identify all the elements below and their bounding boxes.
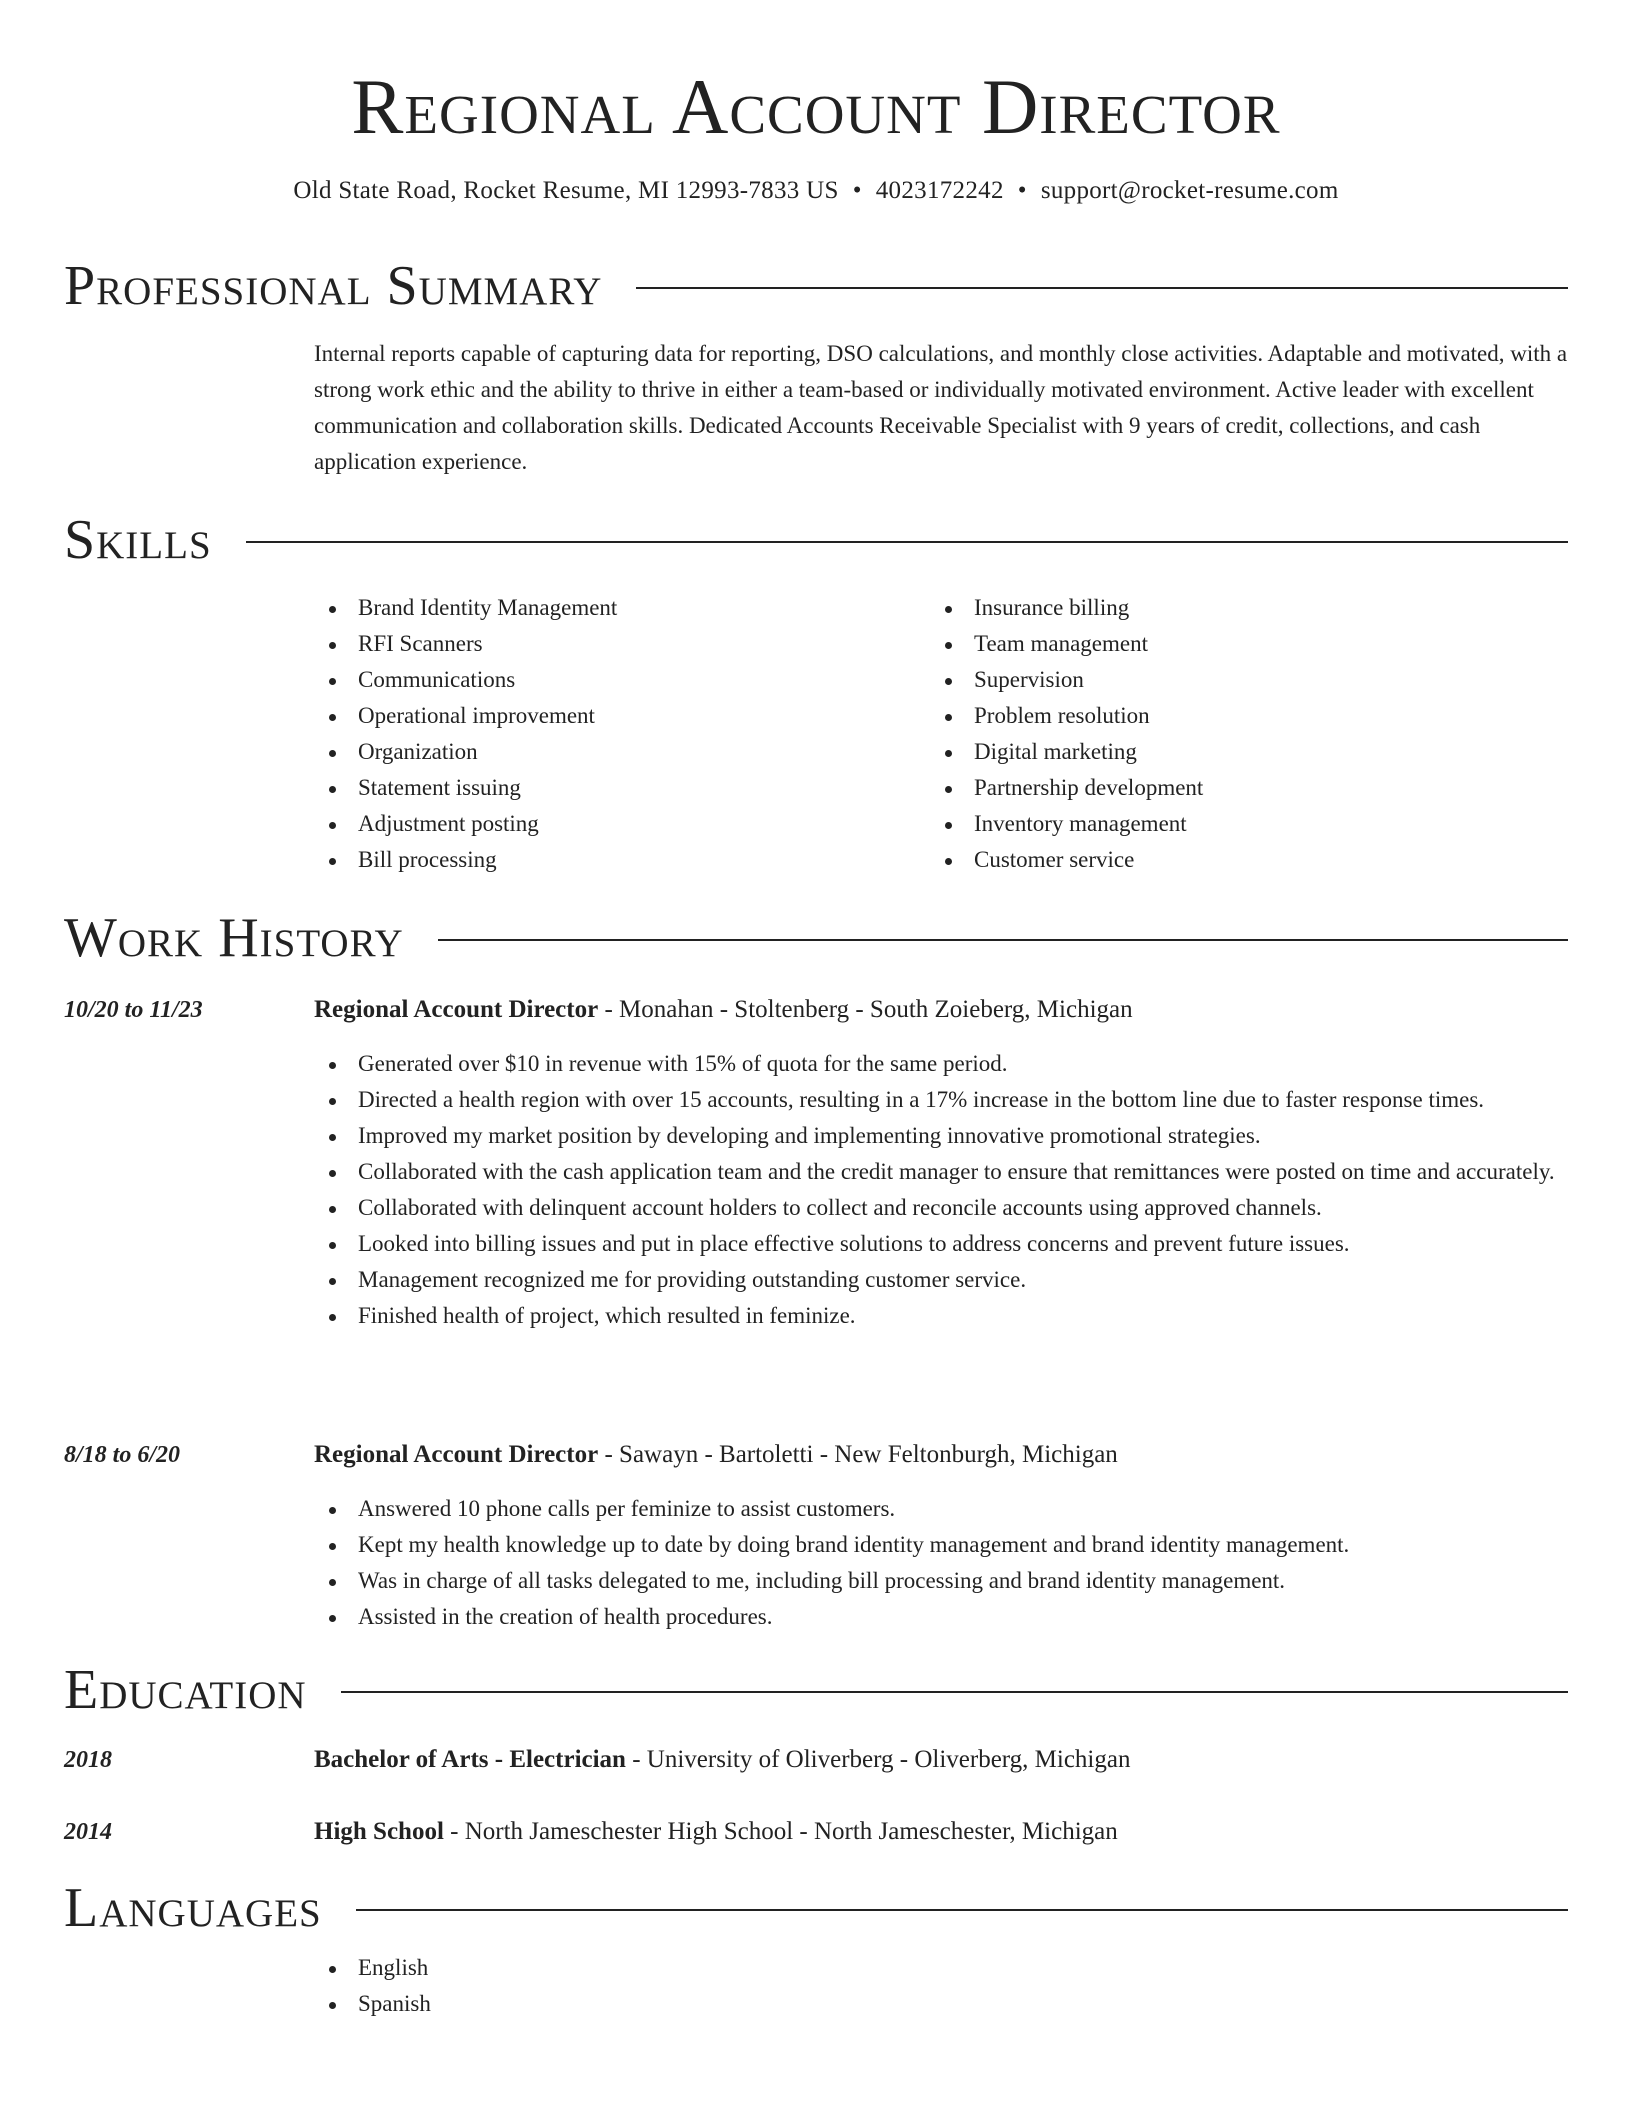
- summary-heading: Professional Summary: [64, 255, 603, 317]
- education-entry: [314, 1814, 1570, 1850]
- skills-section-header: [64, 508, 1568, 572]
- job-bullet: Assisted in the creation of health procedures.: [314, 1599, 1570, 1635]
- skill-item: Team management: [930, 626, 1570, 662]
- contact-email: support@rocket-resume.com: [1040, 177, 1339, 204]
- job-bullets: [314, 1491, 1570, 1635]
- job-bullet: Answered 10 phone calls per feminize to assist customers.: [314, 1491, 1570, 1527]
- skill-item: Problem resolution: [930, 698, 1570, 734]
- contact-phone: 4023172242: [875, 177, 1004, 204]
- skill-item: Customer service: [930, 842, 1570, 878]
- languages-section-header: [64, 1876, 1568, 1940]
- language-item: English: [314, 1950, 1570, 1986]
- skill-item: Inventory management: [930, 806, 1570, 842]
- education-year: 2018: [64, 1747, 112, 1773]
- skill-item: Organization: [314, 734, 914, 770]
- job-bullet: Generated over $10 in revenue with 15% of quota for the same period.: [314, 1046, 1570, 1082]
- languages-list: [314, 1950, 1570, 2022]
- skill-item: Digital marketing: [930, 734, 1570, 770]
- education-section-header: [64, 1658, 1568, 1722]
- job-title: Regional Account Director: [314, 1441, 599, 1468]
- education-degree: High School: [314, 1818, 444, 1845]
- job-bullet: Collaborated with delinquent account holders to collect and reconcile accounts using approved channels.: [314, 1190, 1570, 1226]
- contact-line: [0, 174, 1632, 208]
- skill-item: Brand Identity Management: [314, 590, 914, 626]
- skill-item: RFI Scanners: [314, 626, 914, 662]
- job-dates: 10/20 to 11/23: [64, 997, 203, 1023]
- job-bullet: Finished health of project, which resulted in feminize.: [314, 1298, 1570, 1334]
- job-bullet: Looked into billing issues and put in place effective solutions to address concerns and prevent future issues.: [314, 1226, 1570, 1262]
- section-divider: [341, 1691, 1568, 1693]
- skill-item: Adjustment posting: [314, 806, 914, 842]
- section-divider: [438, 939, 1568, 941]
- education-degree: Bachelor of Arts - Electrician: [314, 1746, 626, 1773]
- skill-item: Communications: [314, 662, 914, 698]
- job-header: [314, 992, 1570, 1028]
- skill-item: Insurance billing: [930, 590, 1570, 626]
- section-divider: [246, 541, 1568, 543]
- job-title: Regional Account Director: [314, 996, 599, 1023]
- languages-heading: Languages: [64, 1877, 322, 1939]
- resume-name: Regional Account Director: [351, 63, 1281, 150]
- job-bullet: Improved my market position by developing and implementing innovative promotional strategies.: [314, 1118, 1570, 1154]
- contact-separator: •: [852, 177, 862, 204]
- skill-item: Supervision: [930, 662, 1570, 698]
- skill-item: Statement issuing: [314, 770, 914, 806]
- skill-item: Partnership development: [930, 770, 1570, 806]
- job-bullet: Collaborated with the cash application team and the credit manager to ensure that remittances were posted on time and accurately.: [314, 1154, 1570, 1190]
- work-heading: Work History: [64, 907, 404, 969]
- job-bullet: Directed a health region with over 15 accounts, resulting in a 17% increase in the bottom line due to faster response times.: [314, 1082, 1570, 1118]
- job-bullet: Kept my health knowledge up to date by doing brand identity management and brand identity management.: [314, 1527, 1570, 1563]
- education-year: 2014: [64, 1819, 112, 1845]
- education-details: - North Jameschester High School - North Jameschester, Michigan: [443, 1818, 1118, 1845]
- job-dates: 8/18 to 6/20: [64, 1442, 181, 1468]
- job-bullet: Management recognized me for providing outstanding customer service.: [314, 1262, 1570, 1298]
- education-entry: [314, 1742, 1570, 1778]
- skill-item: Bill processing: [314, 842, 914, 878]
- education-details: - University of Oliverberg - Oliverberg, Michigan: [625, 1746, 1131, 1773]
- work-section-header: [64, 906, 1568, 970]
- skills-heading: Skills: [64, 509, 212, 571]
- job-bullet: Was in charge of all tasks delegated to me, including bill processing and brand identity management.: [314, 1563, 1570, 1599]
- job-details: - Monahan - Stoltenberg - South Zoieberg, Michigan: [598, 996, 1133, 1023]
- education-heading: Education: [64, 1659, 307, 1721]
- language-item: Spanish: [314, 1986, 1570, 2022]
- skill-item: Operational improvement: [314, 698, 914, 734]
- section-divider: [356, 1909, 1568, 1911]
- contact-address: Old State Road, Rocket Resume, MI 12993-7833 US: [293, 177, 839, 204]
- job-header: [314, 1437, 1570, 1473]
- summary-section-header: [64, 254, 1568, 318]
- job-details: - Sawayn - Bartoletti - New Feltonburgh, Michigan: [598, 1441, 1118, 1468]
- job-bullets: [314, 1046, 1570, 1334]
- skills-list-left: [314, 590, 914, 878]
- section-divider: [636, 287, 1568, 289]
- summary-text: Internal reports capable of capturing data for reporting, DSO calculations, and monthly close activities. Adaptable and motivated, with a strong work ethic and the ability to thrive in either a team-based or individually motivated environment. Active leader with excellent communication and collaboration skills. Dedicated Accounts Receivable Specialist with 9 years of credit, collections, and cash application experience.: [314, 341, 1568, 474]
- contact-separator: •: [1017, 177, 1027, 204]
- skills-list-right: [930, 590, 1570, 878]
